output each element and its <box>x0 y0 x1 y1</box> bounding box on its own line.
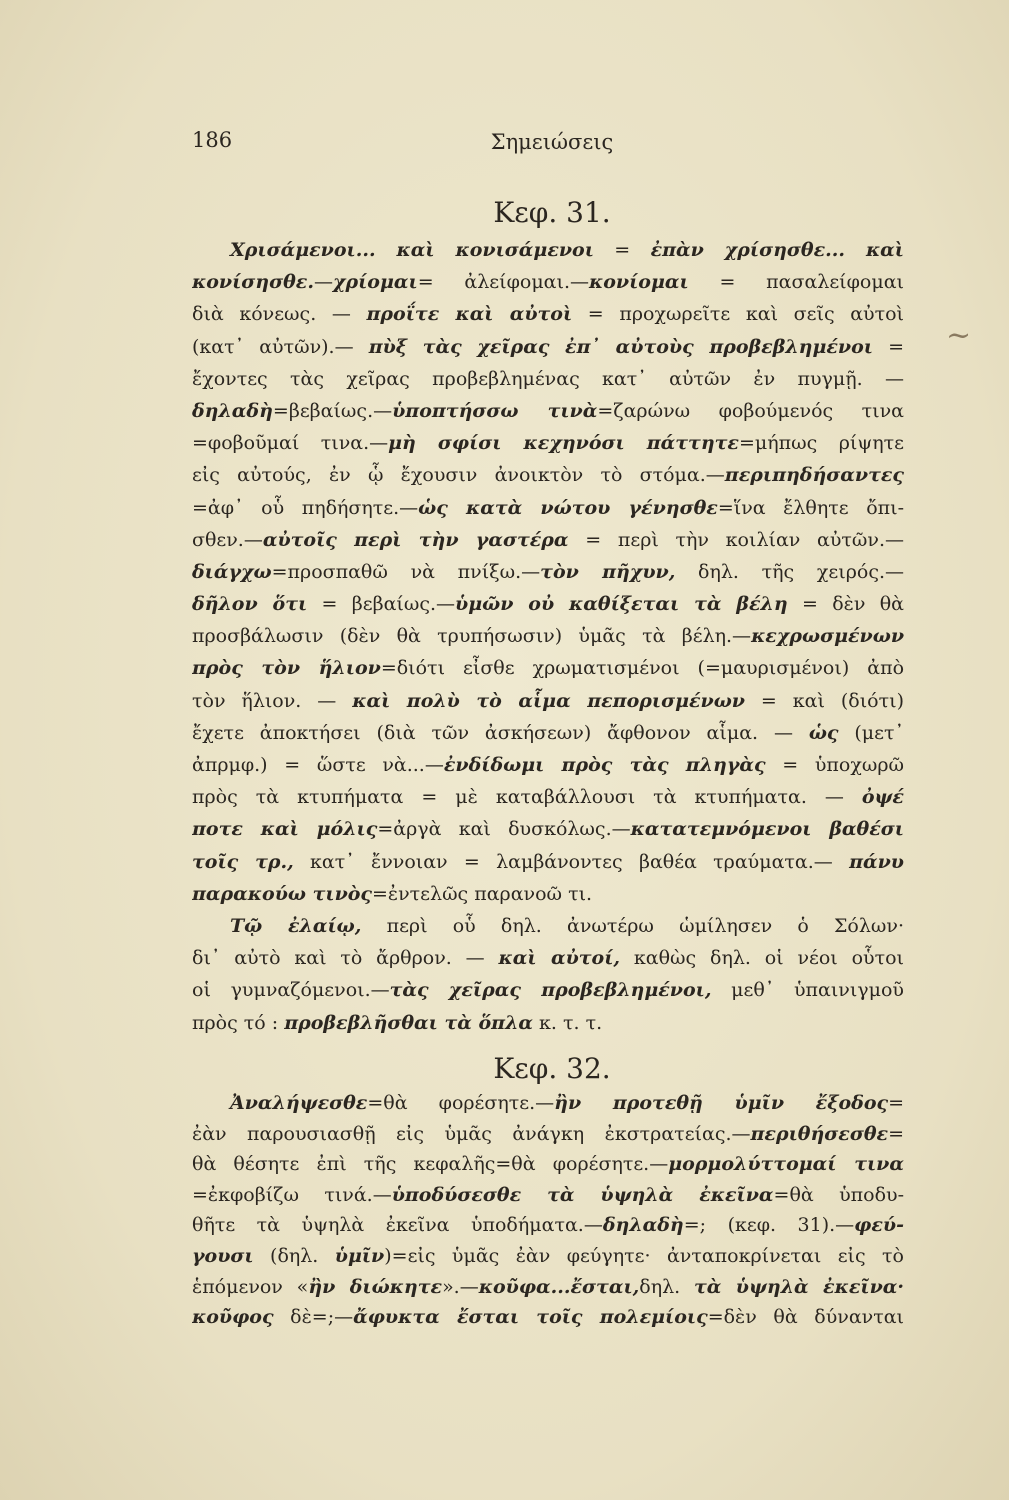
gloss: πρὸς τό : <box>192 1011 285 1034</box>
keyword: χρίομαι <box>332 271 418 294</box>
keyword: τοῖς τρ., <box>192 850 294 873</box>
gloss: κατ᾽ ἔννοιαν = λαμβάνοντες βαθέα τραύματα.— <box>293 850 850 873</box>
gloss: εἰς αὐτούς, ἐν ᾧ ἔχουσιν ἀνοικτὸν τὸ στόμα.— <box>192 464 725 487</box>
gloss: =προσπαθῶ νὰ πνίξω.— <box>271 560 541 583</box>
keyword: ὑμῖν <box>334 1244 385 1267</box>
gloss: δὲ=;— <box>273 1306 354 1329</box>
keyword: παρακούω τινὸς <box>192 882 372 905</box>
text-line <box>192 298 904 330</box>
keyword: τὸν πῆχυν, <box>540 560 676 583</box>
running-title: Σημειώσεις <box>490 130 614 154</box>
text-line <box>192 1180 904 1211</box>
text-line <box>192 363 904 395</box>
text-line <box>192 685 904 717</box>
keyword: ὑποπτήσσω τινὰ <box>392 399 598 422</box>
keyword: πρὸς τὸν ἥλιον <box>192 657 381 680</box>
text-line <box>192 749 904 781</box>
text-line <box>192 234 904 266</box>
keyword: κοῦφα...ἔσται, <box>478 1275 640 1298</box>
gloss: δι᾽ αὐτὸ καὶ τὸ ἄρθρον. — <box>192 947 499 970</box>
gloss: πρὸς τὰ κτυπήματα = μὲ καταβάλλουσι τὰ κτυπήματα. — <box>192 786 862 809</box>
running-head <box>192 128 912 158</box>
text-line <box>192 717 904 749</box>
gloss: θῆτε τὰ ὑψηλὰ ἐκεῖνα ὑποδήματα.— <box>192 1214 603 1237</box>
gloss: =ἐκφοβίζω τινά.— <box>192 1183 392 1206</box>
keyword: φεύ- <box>854 1214 904 1237</box>
gloss: =βεβαίως.— <box>272 399 393 422</box>
gloss: περὶ οὗ δηλ. ἀνωτέρω ὡμίλησεν ὁ Σόλων· <box>361 914 904 937</box>
keyword: ἐπὰν χρίσησθε... καὶ <box>650 239 904 261</box>
gloss: μεθ᾽ ὑπαινιγμοῦ <box>711 979 904 1002</box>
keyword: αὐτοῖς περὶ τὴν γαστέρα <box>262 528 569 551</box>
keyword: κοῦφος <box>192 1306 274 1329</box>
gloss: = προχωρεῖτε καὶ σεῖς αὐτοὶ <box>572 303 904 326</box>
keyword: Ἀναλήψεσθε <box>230 1092 368 1114</box>
gloss: = πασαλείφομαι <box>688 271 904 294</box>
gloss: =; (κεφ. 31).— <box>683 1214 855 1237</box>
gloss: δηλ. τῆς χειρός.— <box>675 560 904 583</box>
gloss: =ἐντελῶς παρανοῶ τι. <box>372 882 593 905</box>
keyword: ὀψέ <box>861 786 904 809</box>
gloss: διὰ κόνεως. — <box>192 303 367 326</box>
text-line <box>192 1088 904 1119</box>
text-line <box>192 395 904 427</box>
text-line <box>192 974 904 1006</box>
keyword: προβεβλῆσθαι τὰ ὅπλα <box>284 1011 534 1034</box>
gloss: =ζαρώνω φοβούμενός τινα <box>597 399 904 422</box>
keyword: ὑμῶν οὐ καθίξεται τὰ βέλη <box>455 593 788 616</box>
gloss: =θὰ ὑποδυ- <box>773 1183 904 1206</box>
gloss: =φοβοῦμαί τινα.— <box>192 432 389 455</box>
text-line <box>192 813 904 845</box>
text-line <box>192 781 904 813</box>
keyword: ἢν προτεθῇ ὑμῖν ἔξοδος <box>554 1092 889 1114</box>
gloss: = περὶ τὴν κοιλίαν αὐτῶν.— <box>568 528 904 551</box>
text-line <box>192 1007 904 1039</box>
margin-mark: ~ <box>946 318 972 353</box>
text-line <box>192 846 904 878</box>
keyword: περιθήσεσθε <box>750 1122 889 1145</box>
keyword: ἐνδίδωμι πρὸς τὰς πληγὰς <box>443 754 766 776</box>
gloss: (μετ᾽ <box>838 721 904 744</box>
chapter-31-heading: Κεφ. 31. <box>493 196 611 229</box>
gloss: ἔχετε ἀποκτήσει (διὰ τῶν ἀσκήσεων) ἄφθονον αἷμα. — <box>192 721 809 744</box>
text-line <box>192 1272 904 1303</box>
gloss: καθὼς δηλ. οἱ νέοι οὗτοι <box>620 947 904 970</box>
keyword: ὡς <box>808 721 839 744</box>
gloss: — <box>313 271 333 294</box>
gloss: = <box>872 335 904 358</box>
text-line <box>192 1302 904 1333</box>
keyword: δῆλον ὅτι <box>192 593 308 616</box>
keyword: τὰς χεῖρας προβεβλημένοι, <box>389 979 712 1002</box>
gloss: =μήπως ρίψητε <box>739 432 904 455</box>
keyword: Χρισάμενοι... καὶ κονισάμενοι <box>230 239 594 261</box>
keyword: μὴ σφίσι κεχηνόσι πάττητε <box>388 432 739 455</box>
gloss: =διότι εἶσθε χρωματισμένοι (=μαυρισμένοι) ἀπὸ <box>380 657 904 680</box>
gloss: δηλ. <box>639 1275 694 1298</box>
chapter-32-notes <box>192 1088 904 1333</box>
gloss: = ὑποχωρῶ <box>765 754 904 776</box>
text-line <box>192 1149 904 1180</box>
gloss: =θὰ φορέσητε.— <box>367 1092 555 1114</box>
keyword: πὺξ τὰς χεῖρας ἐπ᾽ αὐτοὺς προβεβλημένοι <box>368 335 873 358</box>
keyword: κεχρωσμένων <box>751 625 904 648</box>
text-line <box>192 266 904 298</box>
text-line <box>192 620 904 652</box>
keyword: μορμολύττομαί τινα <box>668 1153 904 1176</box>
keyword: προΐτε καὶ αὐτοὶ <box>366 303 573 326</box>
text-line <box>192 427 904 459</box>
gloss: ἑπόμενον « <box>192 1275 309 1298</box>
text-line <box>192 1241 904 1272</box>
keyword: κονίομαι <box>588 271 689 294</box>
chapter-32-heading: Κεφ. 32. <box>493 1052 611 1085</box>
text-line <box>192 588 904 620</box>
gloss: = <box>888 1122 904 1145</box>
gloss: = <box>593 239 651 261</box>
text-line <box>192 331 904 363</box>
gloss: =ἵνα ἔλθητε ὄπι- <box>717 496 904 519</box>
text-line <box>192 652 904 684</box>
gloss: ἐὰν παρουσιασθῇ εἰς ὑμᾶς ἀνάγκη ἐκστρατείας.— <box>192 1122 751 1145</box>
gloss: = βεβαίως.— <box>307 593 456 616</box>
keyword: γουσι <box>192 1244 254 1267</box>
gloss: σθεν.— <box>192 528 263 551</box>
keyword: ἄφυκτα ἔσται τοῖς πολεμίοις <box>353 1306 708 1329</box>
gloss: = <box>888 1092 904 1114</box>
gloss: ἀπρμφ.) = ὥστε νὰ...— <box>192 754 444 776</box>
keyword: καὶ πολὺ τὸ αἷμα πεπορισμένων <box>352 689 745 712</box>
gloss: προσβάλωσιν (δὲν θὰ τρυπήσωσιν) ὑμᾶς τὰ βέλη.— <box>192 625 752 648</box>
text-line <box>192 1210 904 1241</box>
text-line <box>192 942 904 974</box>
text-line <box>192 1119 904 1150</box>
keyword: δηλαδὴ <box>602 1214 684 1237</box>
keyword: δηλαδὴ <box>192 399 273 422</box>
gloss: (δηλ. <box>253 1244 335 1267</box>
text-line <box>192 878 904 910</box>
gloss: οἱ γυμναζόμενοι.— <box>192 979 390 1002</box>
text-line <box>192 556 904 588</box>
text-line <box>192 492 904 524</box>
keyword: διάγχω <box>192 560 272 583</box>
keyword: τὰ ὑψηλὰ ἐκεῖνα· <box>694 1275 904 1298</box>
keyword: πάνυ <box>849 850 904 873</box>
gloss: ».— <box>442 1275 479 1298</box>
text-line <box>192 524 904 556</box>
keyword: ὡς κατὰ νώτου γένησθε <box>418 496 718 519</box>
keyword: ἢν διώκητε <box>308 1275 443 1298</box>
gloss: = ἀλείφομαι.— <box>417 271 589 294</box>
gloss: τὸν ἥλιον. — <box>192 689 353 712</box>
keyword: Τῷ ἐλαίῳ, <box>230 914 362 937</box>
gloss: =ἀργὰ καὶ δυσκόλως.— <box>377 818 631 841</box>
gloss: =ἀφ᾽ οὗ πηδήσητε.— <box>192 496 419 519</box>
text-line <box>192 910 904 942</box>
text-line <box>192 459 904 491</box>
gloss: κ. τ. τ. <box>533 1011 603 1034</box>
gloss: = καὶ (διότι) <box>745 689 904 712</box>
keyword: ὑποδύσεσθε τὰ ὑψηλὰ ἐκεῖνα <box>391 1183 774 1206</box>
keyword: περιπηδήσαντες <box>724 464 904 487</box>
gloss: θὰ θέσητε ἐπὶ τῆς κεφαλῆς=θὰ φορέσητε.— <box>192 1153 669 1176</box>
keyword: κατατεμνόμενοι βαθέσι <box>630 818 904 841</box>
page-number: 186 <box>192 128 233 152</box>
gloss: =δὲν θὰ δύνανται <box>707 1306 904 1329</box>
keyword: κονίσησθε. <box>192 271 314 294</box>
keyword: καὶ αὐτοί, <box>498 947 621 970</box>
gloss: ἔχοντες τὰς χεῖρας προβεβλημένας κατ᾽ αὐτῶν ἐν πυγμῇ. — <box>192 367 904 390</box>
gloss: = δὲν θὰ <box>787 593 904 616</box>
gloss: )=εἰς ὑμᾶς ἐὰν φεύγητε· ἀνταποκρίνεται εἰς τὸ <box>384 1244 904 1267</box>
gloss: (κατ᾽ αὐτῶν).— <box>192 335 369 358</box>
keyword: ποτε καὶ μόλις <box>192 818 378 841</box>
chapter-31-notes <box>192 234 904 1039</box>
